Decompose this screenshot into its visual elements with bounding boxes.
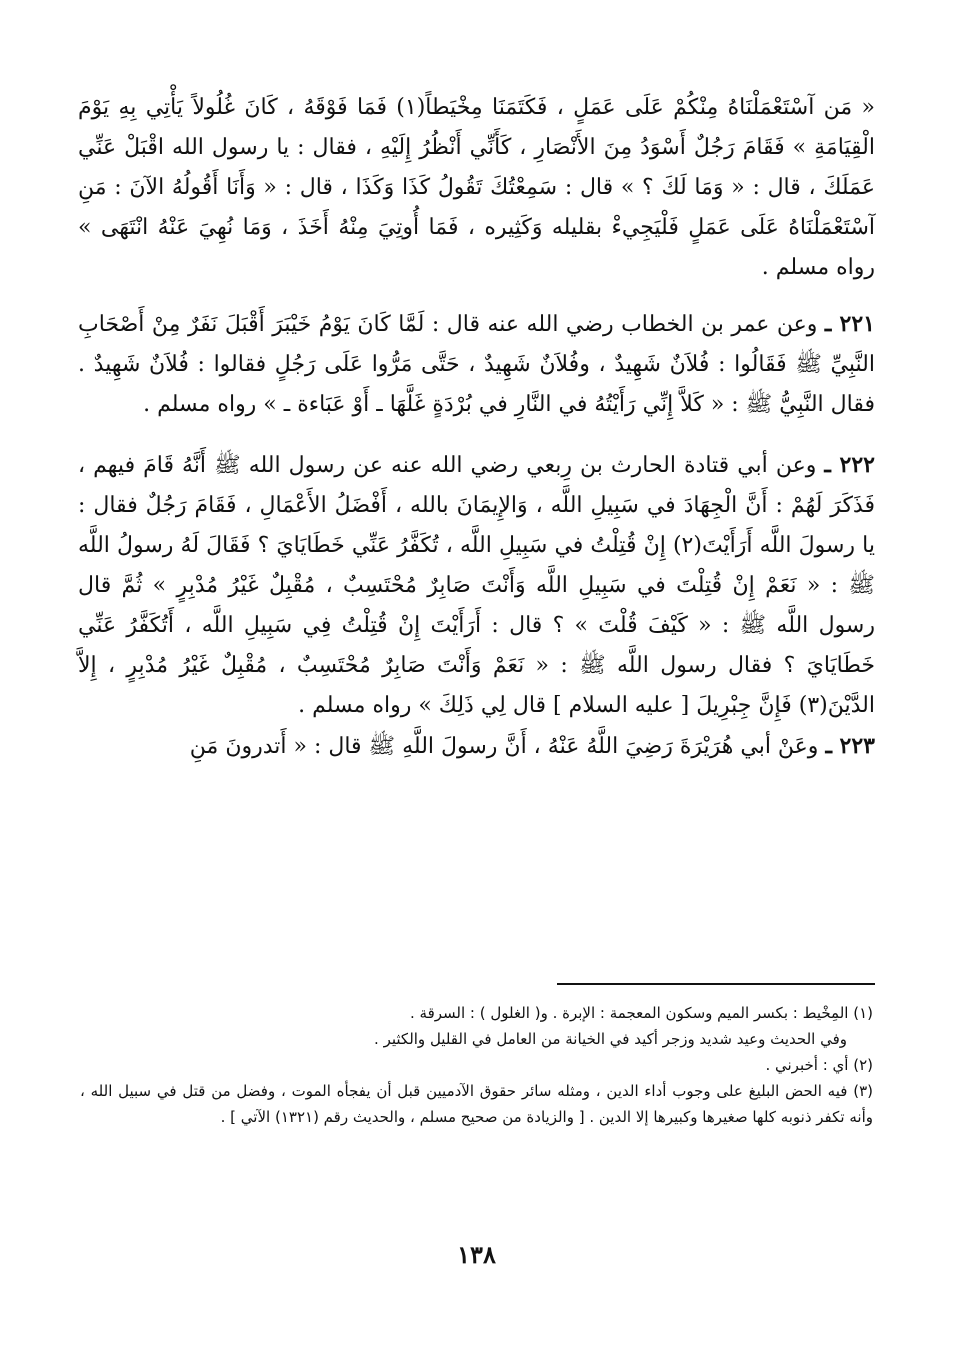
hadith-paragraph-continuation <box>78 88 875 288</box>
footnote-divider <box>557 983 875 985</box>
footnote-text: المِخْيط : بكسر الميم وسكون المعجمة : الإبرة . و( الغلول ) : السرقة . <box>410 1004 849 1022</box>
hadith-paragraph-221 <box>78 304 875 425</box>
footnote-1-continuation <box>80 1026 873 1052</box>
paragraph-text: وعن أبي قتادة الحارث بن رِبعي رضي الله عنه عن رسول الله ﷺ أَنَّهُ قَامَ فيهم ، فَذَكَرَ لَهُمْ : أَنَّ الْجِهَادَ في سَبِيلِ اللَّه ، وَالإِيمَانَ بالله ، أَفْضَلُ الأَعْمَالِ ، فَقَامَ رَجُلٌ فقال : يا رسولَ اللَّه أَرَأَيْتَ(٢) إِنْ قُتِلْتُ في سَبِيلِ اللَّه ، تُكَفَّرُ عَنِّي خَطَايَايَ ؟ فَقَالَ لَهُ رسولُ اللَّه ﷺ : « نَعَمْ إِنْ قُتِلْتَ في سَبِيلِ اللَّه وَأَنْتَ صَابِرٌ مُحْتَسِبٌ ، مُقْبِلٌ غَيْرُ مُدْبِرٍ » ثُمَّ قال رسول اللَّه ﷺ : « كَيْفَ قُلْتَ » ؟ قال : أَرَأَيْتَ إِنْ قُتِلْتُ فِي سَبِيلِ اللَّه ، أَتُكَفَّرُ عَنِّي خَطَايَايَ ؟ فقال رسول اللَّه ﷺ : « نَعَمْ وَأَنْتَ صَابِرٌ مُحْتَسِبٌ ، مُقْبِلٌ غَيْرُ مُدْبِرٍ ، إِلاَّ الدَّيْنَ(٣) فَإِنَّ جِبْرِيلَ [ عليه السلام ] قال لِي ذَلِكَ » رواه مسلم . <box>78 453 875 718</box>
footnote-marker: (٣) <box>853 1082 873 1100</box>
footnote-text: فيه الحض البليغ على وجوب أداء الدين ، ومثله سائر حقوق الآدميين قبل أن يفجأه الموت ، وفضل من قتل في سبيل الله ، وأنه تكفر ذنوبه كلها صغيرها وكبيرها إلا الدين . [ والزيادة من صحيح مسلم ، والحديث رقم (١٣٢١) الآتي ] . <box>80 1082 873 1126</box>
footnote-3 <box>80 1078 873 1130</box>
footnote-marker: (١) <box>853 1004 873 1022</box>
footnote-2 <box>80 1052 873 1078</box>
footnotes-section <box>80 1000 873 1130</box>
hadith-number: ٢٢٢ ـ <box>824 452 875 478</box>
hadith-number: ٢٢٣ ـ <box>825 733 875 759</box>
hadith-number: ٢٢١ ـ <box>824 311 875 337</box>
footnote-text: وفي الحديث وعيد شديد وزجر أكيد في الخيانة من العامل في القليل والكثير . <box>374 1030 847 1048</box>
footnote-1 <box>80 1000 873 1026</box>
page-number: ١٣٨ <box>457 1240 496 1269</box>
footnote-text: أي : أخبرني . <box>765 1056 849 1074</box>
footnote-marker: (٢) <box>853 1056 873 1074</box>
paragraph-text: وعَنْ أبي هُرَيْرَةَ رَضِيَ اللَّهُ عَنْهُ ، أَنَّ رسولَ اللَّهِ ﷺ قال : « أَتدرونَ مَنِ <box>189 734 826 759</box>
paragraph-text: « مَن آسْتَعْمَلْنَاهُ مِنْكُمْ عَلَى عَمَلٍ ، فَكَتَمَنَا مِخْيَطاً(١) فَمَا فَوْقَهُ ، كَانَ غُلُولاً يَأْتِي بِهِ يَوْمَ الْقِيَامَةِ » فَقَامَ رَجُلٌ أَسْوَدُ مِنَ الأَنْصَارِ ، كَأَنِّي أَنْظُرُ إِلَيْهِ ، فقال : يا رسول الله اقْبَلْ عَنِّي عَمَلَكَ ، قال : « وَمَا لَكَ ؟ » قال : سَمِعْتُكَ تَقُولُ كَذَا وَكَذَا ، قال : « وَأَنَا أَقُولُهُ الآنَ : مَنِ آسْتَعْمَلْنَاهُ عَلَى عَمَلٍ فَلْيَجِيءْ بقليله وَكَثِيره ، فَمَا أُوتِيَ مِنْهُ أَخَذَ ، وَمَا نُهِيَ عَنْهُ انْتَهَى » رواه مسلم . <box>78 95 875 280</box>
paragraph-text: وعن عمر بن الخطاب رضي الله عنه قال : لَمَّا كَانَ يَوْمُ خَيْبَرَ أَقْبَلَ نَفَرٌ مِنْ أَصْحَابِ النَّبِيِّ ﷺ فَقَالُوا : فُلاَنٌ شَهِيدٌ ، وفُلاَنٌ شَهِيدٌ ، حَتَّى مَرُّوا عَلَى رَجُلٍ فقالوا : فُلاَنٌ شَهِيدٌ . فقال النَّبِيُّ ﷺ : « كَلاَّ إِنِّي رَأَيْتُهُ في النَّارِ في بُرْدَةٍ غَلَّهَا ـ أَوْ عَبَاءة ـ » رواه مسلم . <box>78 312 875 417</box>
main-text-body <box>78 88 875 767</box>
hadith-paragraph-222 <box>78 445 875 726</box>
hadith-paragraph-223 <box>78 726 875 767</box>
